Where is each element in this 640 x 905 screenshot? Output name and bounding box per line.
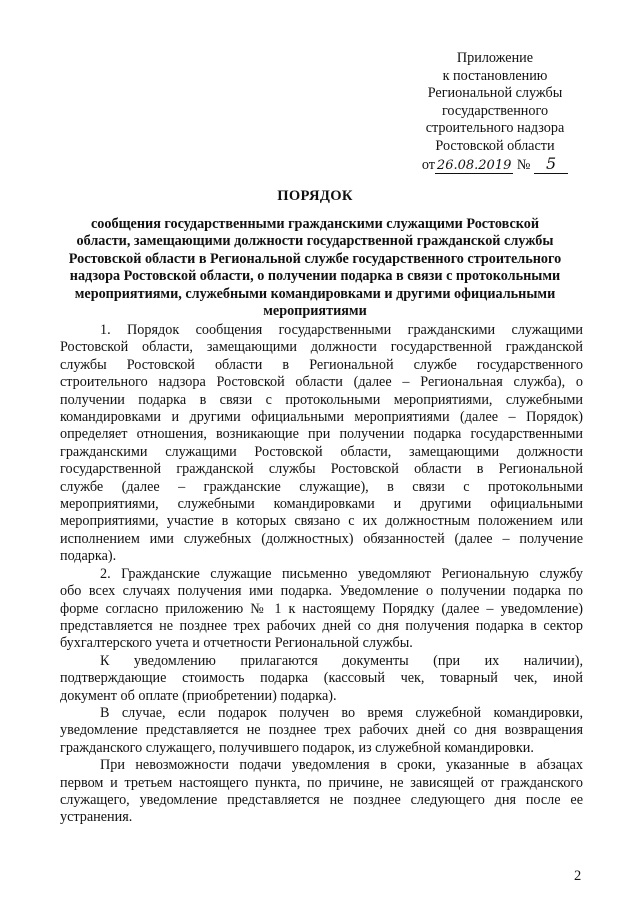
body-line: мероприятиями, участие в которых связано с их должностным положением или — [60, 513, 583, 530]
appendix-line: Ростовской области — [435, 137, 555, 154]
title-line: области, замещающими должности государственной гражданской службы — [76, 233, 554, 249]
page-number: 2 — [574, 868, 582, 884]
body-line: форме согласно приложению № 1 к настоящему Порядку (далее – уведомление) — [60, 600, 583, 617]
body-line: Ростовской области, замещающими должности государственной гражданской — [60, 339, 583, 356]
body-line: подтверждающие стоимость подарка (кассовый чек, товарный чек, иной — [60, 670, 583, 687]
appendix-date-line — [405, 155, 585, 175]
body-line: государственной гражданской службы Ростовской области в Региональной — [60, 461, 583, 478]
paragraph-1 — [60, 322, 583, 566]
paragraph-3 — [60, 653, 583, 705]
body-line: устранения. — [60, 809, 133, 826]
document-body — [60, 322, 583, 827]
body-line: исполнением ими служебных (должностных) обязанностей (далее – получение — [60, 530, 583, 547]
appendix-line: к постановлению — [442, 67, 548, 84]
appendix-line: Региональной службы — [427, 85, 563, 101]
body-line: бухгалтерского учета и отчетности Региональной службы. — [60, 635, 413, 652]
title-line: мероприятиями — [263, 303, 367, 319]
body-line: подарка). — [60, 548, 117, 565]
body-line: мероприятиями, служебными командировками и другими официальными — [60, 496, 583, 513]
title-main: ПОРЯДОК — [277, 188, 353, 204]
appendix-line: строительного надзора — [425, 120, 565, 136]
body-line: службы Ростовской области в Региональной службе государственного — [60, 356, 583, 373]
title-line: Ростовской области в Региональной службе государственного строительного — [68, 250, 562, 267]
body-line: 1. Порядок сообщения государственными гражданскими служащими — [100, 322, 583, 338]
appendix-block — [405, 50, 585, 175]
body-line: первом и третьем настоящего пункта, по причине, не зависящей от гражданского — [60, 774, 583, 791]
title-line: сообщения государственными гражданскими служащими Ростовской — [91, 215, 539, 232]
paragraph-2 — [60, 566, 583, 653]
body-line: документ об оплате (приобретении) подарка). — [60, 687, 337, 704]
title-line: мероприятиями, служебными командировками и другими официальными — [74, 285, 556, 302]
body-line: 2. Гражданские служащие письменно уведомляют Региональную службу — [100, 565, 583, 582]
title-line: надзора Ростовской области, о получении подарка в связи с протокольными — [69, 268, 561, 284]
body-line: определяет отношения, возникающие при получении подарка государственными — [60, 426, 583, 443]
number-prefix: № — [516, 157, 531, 173]
body-line: При невозможности подачи уведомления в сроки, указанные в абзацах — [100, 757, 583, 774]
paragraph-5 — [60, 757, 583, 827]
body-line: гражданскими служащими Ростовской области, замещающими должности — [60, 443, 583, 460]
body-line: гражданского служащего, получившего подарок, из служебной командировки. — [60, 739, 534, 756]
appendix-line: государственного — [441, 102, 549, 119]
handwritten-number: 5 — [534, 154, 568, 174]
document-title — [60, 188, 570, 321]
body-line: получении подарка в связи с протокольными мероприятиями, служебными — [60, 391, 583, 408]
handwritten-date: 26.08.2019 — [436, 158, 512, 173]
body-line: В случае, если подарок получен во время служебной командировки, — [100, 704, 583, 721]
body-line: командировками и другими официальными мероприятиями (далее – Порядок) — [60, 409, 583, 426]
body-line: К уведомлению прилагаются документы (при их наличии), — [100, 652, 583, 669]
body-line: строительного надзора Ростовской области (далее – Региональная служба), о — [60, 374, 583, 391]
body-line: уведомление представляется не позднее трех рабочих дней со дня возвращения — [60, 722, 583, 739]
appendix-line: Приложение — [456, 50, 534, 66]
body-line: представляется не позднее трех рабочих дней со дня получения подарка в сектор — [60, 617, 583, 634]
body-line: служащего, уведомление представляется не позднее следующего дня после ее — [60, 791, 583, 808]
body-line: обо всех случаях получения ими подарка. Уведомление о получении подарка по — [60, 583, 583, 600]
body-line: службе (далее – гражданские служащие), в связи с протокольными — [60, 478, 583, 495]
date-prefix: от — [421, 157, 435, 173]
paragraph-4 — [60, 705, 583, 757]
